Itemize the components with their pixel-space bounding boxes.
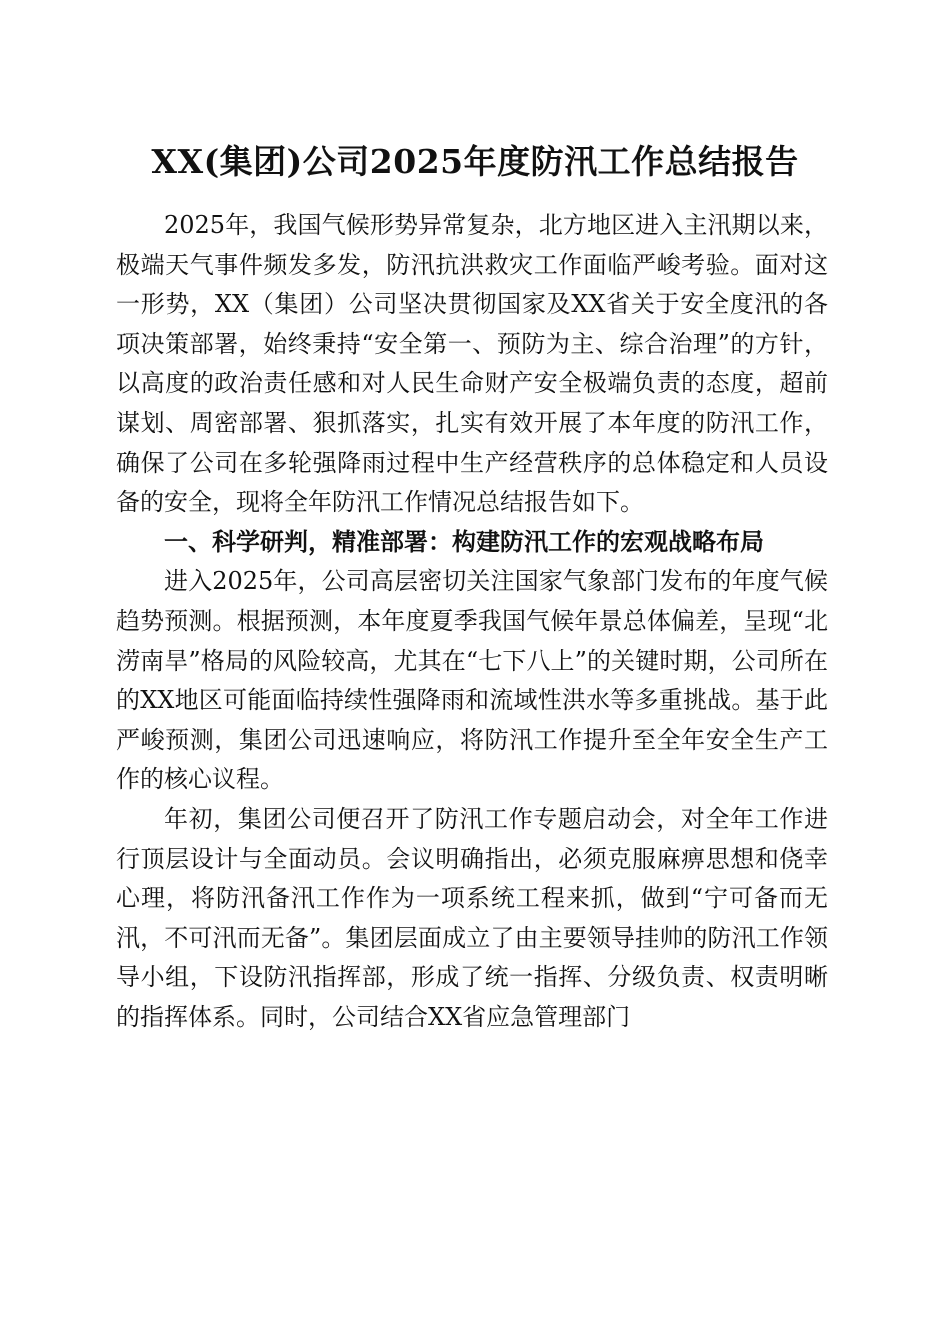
body-paragraph: 进入2025年，公司高层密切关注国家气象部门发布的年度气候趋势预测。根据预测，本年度夏季我国气候年景总体偏差，呈现“北涝南旱”格局的风险较高，尤其在“七下八上”的关键时期，公司所在的XX地区可能面临持续性强降雨和流域性洪水等多重挑战。基于此严峻预测，集团公司迅速响应，将防汛工作提升至全年安全生产工作的核心议程。 xyxy=(116,567,828,794)
document-body xyxy=(116,206,828,1037)
document-title: XX(集团)公司2025年度防汛工作总结报告 xyxy=(151,142,799,181)
body-paragraph: 年初，集团公司便召开了防汛工作专题启动会，对全年工作进行顶层设计与全面动员。会议明确指出，必须克服麻痹思想和侥幸心理，将防汛备汛工作作为一项系统工程来抓，做到“宁可备而无汛，不可汛而无备”。集团层面成立了由主要领导挂帅的防汛工作领导小组，下设防汛指挥部，形成了统一指挥、分级负责、权责明晰的指挥体系。同时，公司结合XX省应急管理部门 xyxy=(116,804,828,1031)
section-heading: 一、科学研判，精准部署：构建防汛工作的宏观战略布局 xyxy=(164,527,764,556)
intro-paragraph: 2025年，我国气候形势异常复杂，北方地区进入主汛期以来，极端天气事件频发多发，防汛抗洪救灾工作面临严峻考验。面对这一形势，XX（集团）公司坚决贯彻国家及XX省关于安全度汛的各项决策部署，始终秉持“安全第一、预防为主、综合治理”的方针，以高度的政治责任感和对人民生命财产安全极端负责的态度，超前谋划、周密部署、狠抓落实，扎实有效开展了本年度的防汛工作，确保了公司在多轮强降雨过程中生产经营秩序的总体稳定和人员设备的安全，现将全年防汛工作情况总结报告如下。 xyxy=(116,211,828,517)
